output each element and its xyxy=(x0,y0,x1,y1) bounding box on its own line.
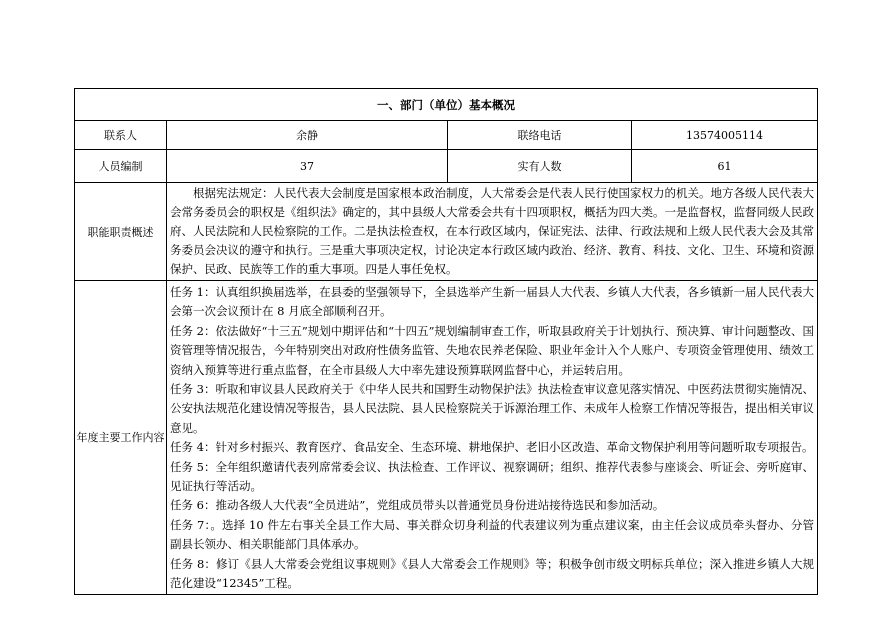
contact-label: 联系人 xyxy=(75,121,167,150)
duties-text: 根据宪法规定：人民代表大会制度是国家根本政治制度，人大常委会是代表人民行使国家权力的机关。地方各级人民代表大会常务委员会的职权是《组织法》确定的，其中县级人大常委会共有十四项职权，概括为四大类。一是监督权，监督同级人民政府、人民法院和人民检察院的工作。二是执法检查权，在本行政区域内，保证宪法、法律、行政法规和上级人民代表大会及其常务委员会决议的遵守和执行。三是重大事项决定权，讨论决定本行政区域内政治、经济、教育、科技、文化、卫生、环境和资源保护、民政、民族等工作的重大事项。四是人事任免权。 xyxy=(167,183,818,281)
task-item: 任务 8：修订《县人大常委会党组议事规则》《县人大常委会工作规则》等；积极争创市级文明标兵单位；深入推进乡镇人大规范化建设“12345”工程。 xyxy=(170,556,814,591)
task-item: 任务 6：推动各级人大代表“全员进站”，党组成员带头以普通党员身份进站接待选民和参加活动。 xyxy=(170,498,665,513)
task-item: 任务 7：。选择 10 件左右事关全县工作大局、事关群众切身利益的代表建议列为重点建议案，由主任会议成员牵头督办、分管副县长领办、相关职能部门具体承办。 xyxy=(170,517,814,552)
phone-label: 联络电话 xyxy=(448,121,632,150)
task-item: 任务 3：听取和审议县人民政府关于《中华人民共和国野生动物保护法》执法检查审议意见落实情况、中医药法贯彻实施情况、公安执法规范化建设情况等报告，县人民法院、县人民检察院关于诉源治理工作、未成年人检察工作情况等报告，提出相关审议意见。 xyxy=(170,382,814,435)
staffing-label: 人员编制 xyxy=(75,150,167,183)
task-item: 任务 4：针对乡村振兴、教育医疗、食品安全、生态环境、耕地保护、老旧小区改造、革命文物保护利用等问题听取专项报告。 xyxy=(170,440,814,455)
basic-info-table xyxy=(74,88,818,595)
table-title: 一、部门（单位）基本概况 xyxy=(75,89,818,121)
actual-staff-value: 61 xyxy=(632,150,818,183)
annual-work-label: 年度主要工作内容 xyxy=(75,281,167,595)
duties-label: 职能职责概述 xyxy=(75,183,167,281)
staffing-value: 37 xyxy=(167,150,448,183)
phone-value: 13574005114 xyxy=(632,121,818,150)
task-item: 任务 5：全年组织邀请代表列席常委会议、执法检查、工作评议、视察调研；组织、推荐代表参与座谈会、听证会、旁听庭审、见证执行等活动。 xyxy=(170,459,814,494)
actual-staff-label: 实有人数 xyxy=(448,150,632,183)
task-item: 任务 1：认真组织换届选举，在县委的坚强领导下，全县选举产生新一届县人大代表、乡镇人大代表，各乡镇新一届人民代表大会第一次会议预计在 8 月底全部顺利召开。 xyxy=(170,285,814,319)
task-item: 任务 2：依法做好“十三五”规划中期评估和“十四五”规划编制审查工作，听取县政府关于计划执行、预决算、审计问题整改、国资管理等情况报告，今年特别突出对政府性债务监管、失地农民养老保险、职业年金计入个人账户、专项资金管理使用、绩效工资纳入预算等进行重点监督，在全市县级人大中率先建设预算联网监督中心，并运转启用。 xyxy=(170,323,814,377)
contact-value: 余静 xyxy=(167,121,448,150)
annual-work-tasks xyxy=(167,281,818,595)
